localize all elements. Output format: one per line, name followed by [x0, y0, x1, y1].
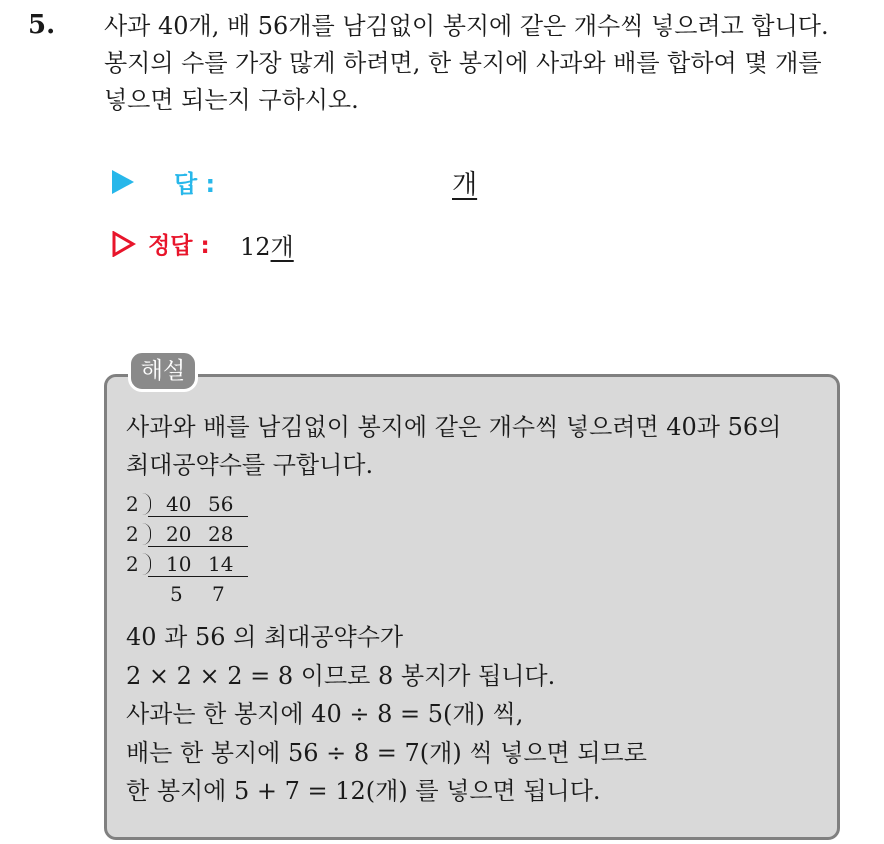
explanation-line: 한 봉지에 5 + 7 = 12(개) 를 넣으면 됩니다.: [126, 777, 601, 805]
explanation-line: 40 과 56 의 최대공약수가: [126, 623, 404, 651]
dividend-a: 10: [166, 552, 192, 576]
question-number: 5.: [28, 10, 56, 40]
correct-answer-number: 12: [240, 233, 271, 261]
dividend-a: 40: [166, 492, 192, 516]
division-step: [126, 490, 276, 520]
quotient-a: 5: [170, 582, 183, 606]
explanation-line: 최대공약수를 구합니다.: [126, 451, 374, 479]
division-bracket: [142, 523, 151, 545]
explanation-line: 배는 한 봉지에 56 ÷ 8 = 7(개) 씩 넣으면 되므로: [126, 738, 647, 767]
question-line: 봉지의 수를 가장 많게 하려면, 한 봉지에 사과와 배를 합하여 몇 개를: [104, 49, 822, 77]
correct-answer-unit: 개: [270, 233, 294, 261]
division-line: [148, 516, 248, 517]
correct-answer-label: 정답 :: [148, 233, 210, 259]
division-line: [148, 546, 248, 547]
dividend-a: 20: [166, 522, 192, 546]
divisor: 2: [126, 492, 139, 516]
explanation-line: 사과는 한 봉지에 40 ÷ 8 = 5(개) 씩,: [126, 700, 524, 728]
divisor: 2: [126, 522, 139, 546]
division-step: [126, 550, 276, 580]
outline-triangle-icon: [112, 231, 136, 257]
division-bracket: [142, 553, 151, 575]
answer-unit: 개: [452, 170, 478, 200]
question-line: 사과 40개, 배 56개를 남김없이 봉지에 같은 개수씩 넣으려고 합니다.: [104, 12, 829, 40]
dividend-b: 56: [208, 492, 234, 516]
dividend-b: 28: [208, 522, 234, 546]
ladder-division: [126, 490, 276, 610]
explanation-intro: [126, 408, 781, 484]
explanation-line: 사과와 배를 남김없이 봉지에 같은 개수씩 넣으려면 40과 56의: [126, 413, 782, 441]
division-line: [148, 576, 248, 577]
question-text: [104, 8, 874, 119]
division-step: [126, 520, 276, 550]
explanation-tag: 해설: [128, 350, 198, 392]
quotient-b: 7: [212, 582, 225, 606]
answer-label: 답 :: [174, 170, 216, 198]
division-bracket: [142, 493, 151, 515]
correct-answer-value: [240, 227, 294, 262]
explanation-body: [126, 618, 647, 811]
play-triangle-icon: [112, 170, 134, 194]
explanation-line: 2 × 2 × 2 = 8 이므로 8 봉지가 됩니다.: [126, 661, 556, 690]
dividend-b: 14: [208, 552, 234, 576]
question-line: 넣으면 되는지 구하시오.: [104, 86, 359, 114]
division-quotient: [126, 580, 276, 610]
divisor: 2: [126, 552, 139, 576]
